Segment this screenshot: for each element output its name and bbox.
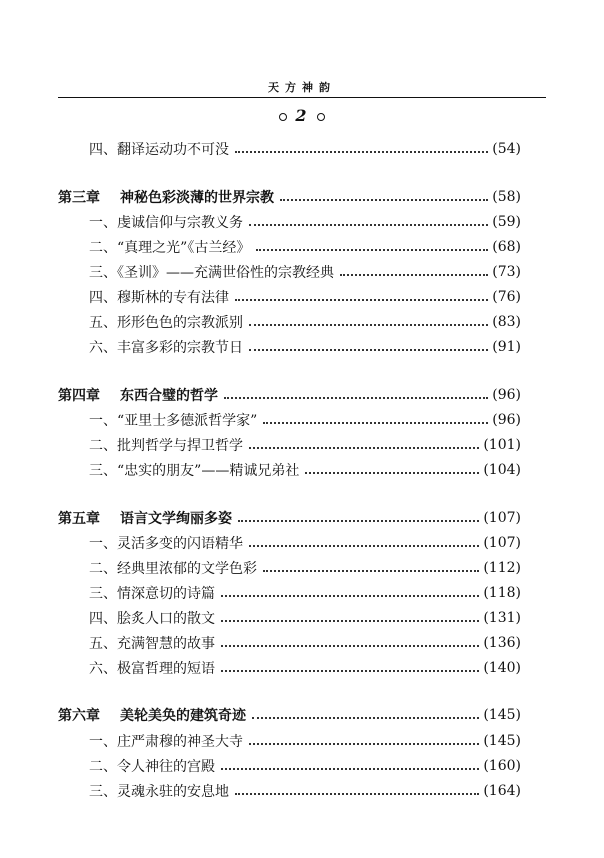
toc-section-entry (0, 434, 604, 456)
dot-leader (221, 595, 479, 597)
toc-entry-title: 四、穆斯林的专有法律 (89, 290, 229, 306)
toc-page-number: (73) (492, 264, 521, 280)
toc-section-entry (0, 632, 604, 654)
toc-page-number: (145) (483, 733, 521, 749)
dot-leader (249, 743, 479, 745)
toc-section-entry (0, 607, 604, 629)
dot-leader (249, 447, 479, 449)
dot-leader (221, 645, 479, 647)
toc-entry-title: 二、经典里浓郁的文学色彩 (89, 561, 257, 577)
toc-entry-title: 四、翻译运动功不可没 (89, 142, 229, 158)
dot-leader (305, 472, 479, 474)
dot-leader (263, 570, 479, 572)
toc-section-entry (0, 459, 604, 481)
toc-entry-title: 六、丰富多彩的宗教节日 (89, 340, 243, 356)
toc-section-entry (0, 236, 604, 258)
dot-leader (249, 349, 488, 351)
chapter-title: 语言文学绚丽多姿 (120, 511, 232, 527)
dot-leader (340, 274, 488, 276)
toc-section-entry (0, 730, 604, 752)
dot-leader (224, 397, 488, 399)
toc-entry-title: 三、灵魂永驻的安息地 (89, 784, 229, 800)
toc-page-number: (131) (483, 610, 521, 626)
toc-entry-title: 三、《圣训》——充满世俗性的宗教经典 (89, 265, 334, 281)
dot-leader (256, 249, 488, 251)
toc-section-entry (0, 286, 604, 308)
dot-leader (263, 422, 488, 424)
page-number-right-ornament (317, 113, 325, 121)
toc-page-number: (118) (483, 585, 521, 601)
toc-page-number: (96) (492, 387, 521, 403)
toc-page-number: (107) (483, 535, 521, 551)
chapter-title: 东西合璧的哲学 (120, 388, 218, 404)
toc-page-number: (54) (492, 141, 521, 157)
toc-entry-title (58, 187, 276, 207)
toc-entry-title: 六、极富哲理的短语 (89, 661, 215, 677)
dot-leader (235, 151, 488, 153)
toc-page-number: (76) (492, 289, 521, 305)
toc-entry-title: 五、充满智慧的故事 (89, 636, 215, 652)
dot-leader (249, 224, 488, 226)
toc-section-entry (0, 261, 604, 283)
chapter-number: 第三章 (58, 190, 100, 206)
toc-chapter-entry (0, 507, 604, 529)
dot-leader (221, 620, 479, 622)
toc-section-entry (0, 780, 604, 802)
toc-entry-title: 三、“忠实的朋友”——精诚兄弟社 (89, 463, 300, 479)
toc-section-entry (0, 657, 604, 679)
dot-leader (238, 520, 479, 522)
toc-chapter-entry (0, 384, 604, 406)
toc-entry-title: 五、形形色色的宗教派别 (89, 315, 243, 331)
dot-leader (249, 324, 488, 326)
toc-entry-title (58, 385, 220, 405)
toc-section-entry (0, 755, 604, 777)
toc-page-number: (91) (492, 339, 521, 355)
toc-entry-title: 四、脍炙人口的散文 (89, 611, 215, 627)
toc-section-entry (0, 211, 604, 233)
toc-page-number: (58) (492, 189, 521, 205)
dot-leader (280, 199, 488, 201)
toc-entry-title (58, 705, 248, 725)
chapter-title: 神秘色彩淡薄的世界宗教 (120, 190, 274, 206)
toc-entry-title: 二、“真理之光”《古兰经》 (89, 240, 251, 256)
toc-section-entry (0, 311, 604, 333)
toc-entry-title: 一、灵活多变的闪语精华 (89, 536, 243, 552)
toc-page-number: (136) (483, 635, 521, 651)
header-rule (58, 97, 546, 98)
toc-section-entry (0, 532, 604, 554)
dot-leader (235, 299, 488, 301)
toc-page-number: (164) (483, 783, 521, 799)
toc-page-number: (112) (483, 560, 521, 576)
dot-leader (221, 768, 479, 770)
toc-chapter-entry (0, 186, 604, 208)
toc-entry-title: 三、情深意切的诗篇 (89, 586, 215, 602)
toc-section-entry (0, 336, 604, 358)
toc-page-number: (101) (483, 437, 521, 453)
chapter-number: 第四章 (58, 388, 100, 404)
toc-entry-title: 一、庄严肃穆的神圣大寺 (89, 734, 243, 750)
toc-page-number: (96) (492, 412, 521, 428)
toc-entry-title (58, 508, 234, 528)
toc-section-entry (0, 409, 604, 431)
toc-page-number: (107) (483, 510, 521, 526)
toc-page-number: (160) (483, 758, 521, 774)
toc-entry-title: 二、批判哲学与捍卫哲学 (89, 438, 243, 454)
page-number (0, 106, 604, 125)
page-number-left-ornament (279, 113, 287, 121)
chapter-title: 美轮美奂的建筑奇迹 (120, 708, 246, 724)
dot-leader (235, 793, 479, 795)
toc-entry-title: 二、令人神往的宫殿 (89, 759, 215, 775)
toc-section-entry (0, 138, 604, 160)
dot-leader (221, 670, 479, 672)
toc-entry-title: 一、“亚里士多德派哲学家” (89, 413, 258, 429)
toc-chapter-entry (0, 704, 604, 726)
toc-page-number: (68) (492, 239, 521, 255)
toc-page-number: (140) (483, 660, 521, 676)
toc-entry-title: 一、虔诚信仰与宗教义务 (89, 215, 243, 231)
chapter-number: 第六章 (58, 708, 100, 724)
toc-page-number: (145) (483, 707, 521, 723)
dot-leader (252, 717, 479, 719)
running-header-title: 天方神韵 (268, 81, 336, 94)
chapter-number: 第五章 (58, 511, 100, 527)
dot-leader (249, 545, 479, 547)
page-number-value: 2 (295, 106, 309, 125)
toc-page-number: (104) (483, 462, 521, 478)
toc-section-entry (0, 557, 604, 579)
toc-page-number: (83) (492, 314, 521, 330)
toc-section-entry (0, 582, 604, 604)
toc-page-number: (59) (492, 214, 521, 230)
